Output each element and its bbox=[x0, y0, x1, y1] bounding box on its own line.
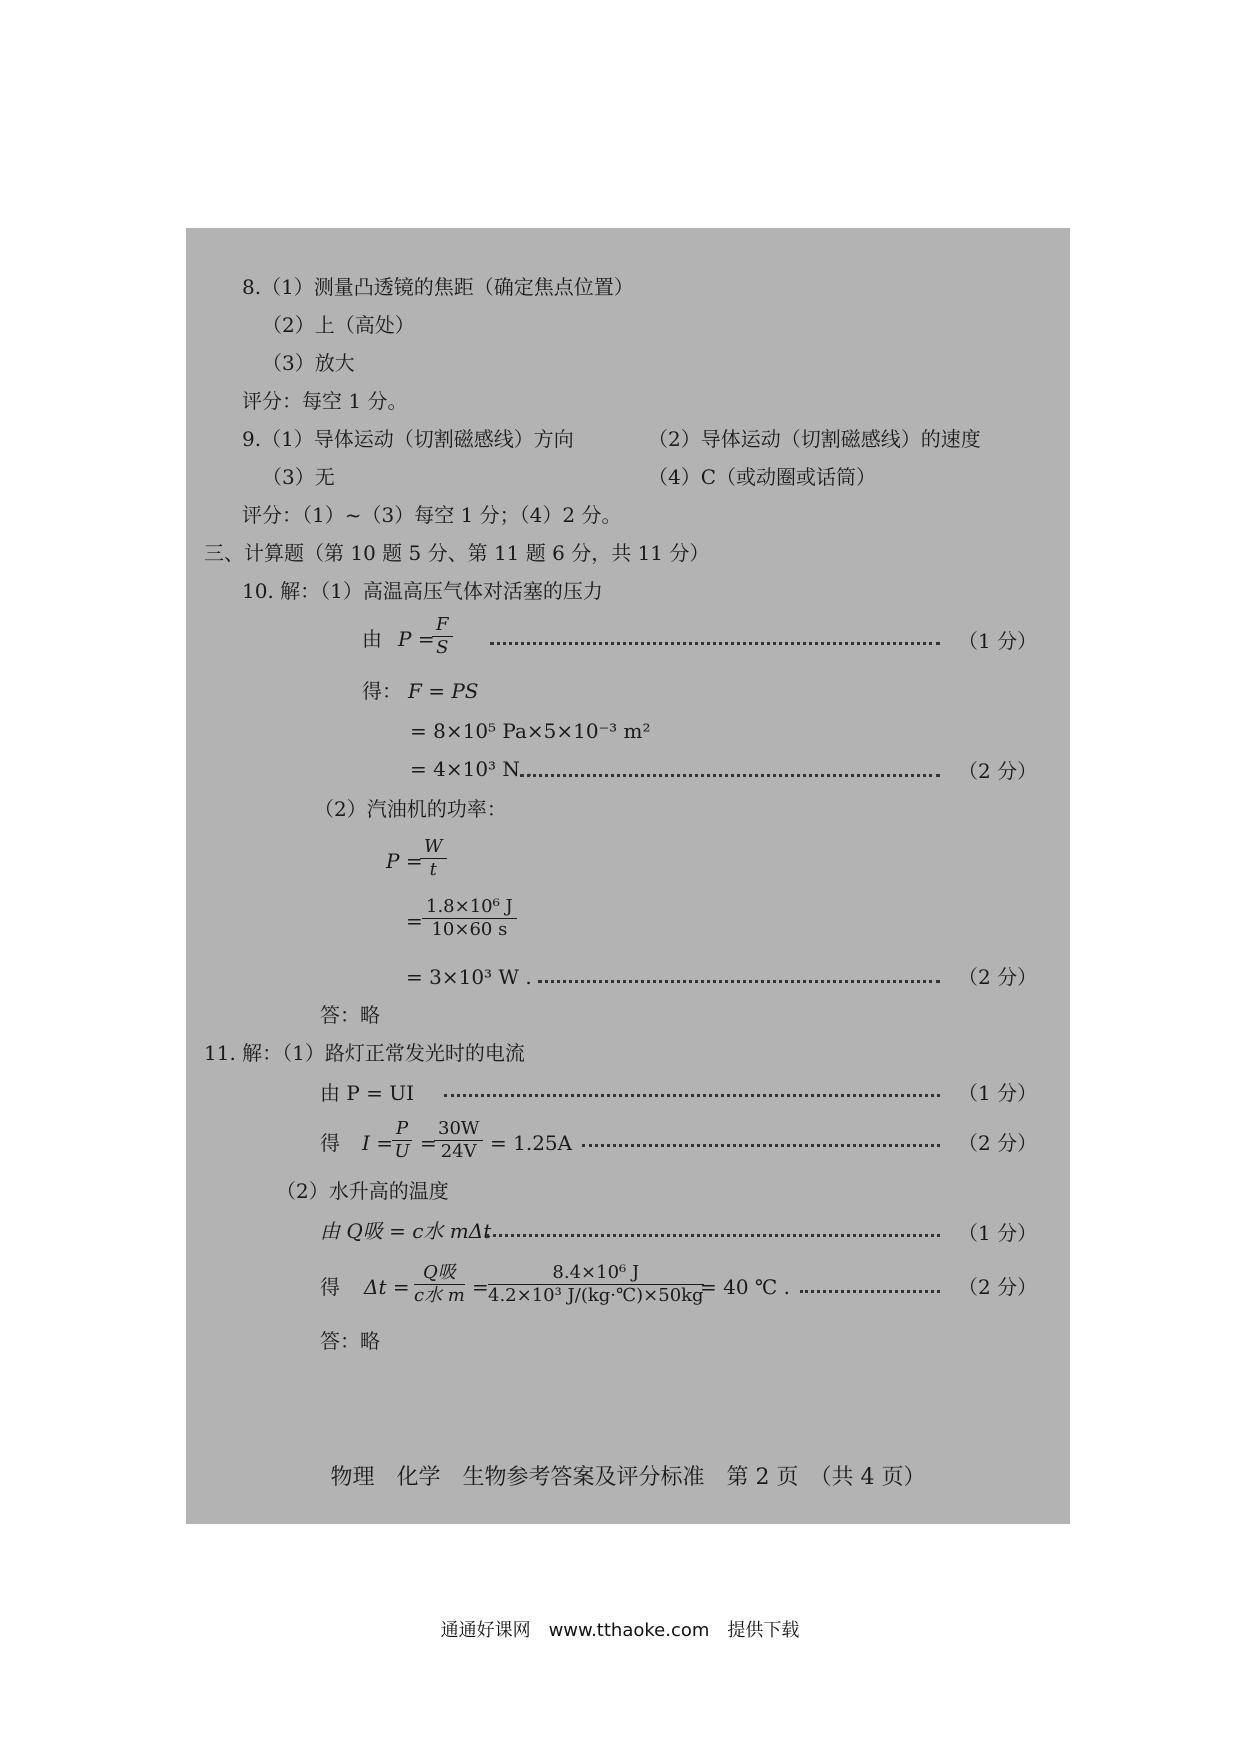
q11-score-c: （1 分） bbox=[958, 1221, 1038, 1245]
q11-eq1: = bbox=[420, 1131, 437, 1155]
q10-step2: = 4×10³ N . bbox=[410, 757, 533, 781]
q11-current-fraction bbox=[392, 1118, 412, 1163]
q9-answer-3: （3）无 bbox=[262, 465, 335, 489]
q10-f-eq: F = PS bbox=[408, 679, 479, 703]
q9-answer-4: （4）C（或动圈或话筒） bbox=[648, 465, 877, 489]
q10-frac-num: 1.8×10⁶ J bbox=[422, 896, 517, 919]
q10-p-eq: P = bbox=[398, 627, 435, 651]
q11-dt-result: = 40 ℃ . bbox=[700, 1275, 791, 1299]
q10-score-a: （1 分） bbox=[958, 629, 1038, 653]
q9-answer-1: 9.（1）导体运动（切割磁感线）方向 bbox=[242, 427, 574, 451]
q11-w-num: 30W bbox=[434, 1118, 483, 1141]
q11-p-num: P bbox=[392, 1118, 412, 1141]
q11-eq2: = bbox=[472, 1275, 489, 1299]
q10-answer: 答：略 bbox=[320, 1003, 380, 1027]
q10-result: = 3×10³ W . bbox=[406, 965, 532, 989]
leader-dots bbox=[490, 642, 940, 645]
q11-de2: 得 bbox=[320, 1275, 340, 1299]
q11-q-num: Q吸 bbox=[414, 1262, 465, 1285]
leader-dots bbox=[520, 774, 940, 777]
q10-w-num: W bbox=[420, 836, 447, 859]
q10-score-b: （2 分） bbox=[958, 759, 1038, 783]
q11-part2: （2）水升高的温度 bbox=[276, 1179, 449, 1203]
q10-you: 由 bbox=[362, 627, 382, 651]
q10-p2-eq: P = bbox=[386, 849, 423, 873]
q10-de: 得： bbox=[362, 679, 402, 703]
q11-value-fraction bbox=[434, 1118, 483, 1163]
q11-i-eq: I = bbox=[362, 1131, 394, 1155]
q11-dt-eq: Δt = bbox=[364, 1275, 410, 1299]
q11-answer: 答：略 bbox=[320, 1329, 380, 1353]
q10-work-fraction bbox=[422, 896, 517, 941]
q11-v-den: 24V bbox=[440, 1141, 477, 1162]
q11-cm-den: c水 m bbox=[414, 1285, 465, 1306]
q10-intro: 10. 解：（1）高温高压气体对活塞的压力 bbox=[242, 579, 603, 603]
site-watermark: 通通好课网 www.tthaoke.com 提供下载 bbox=[440, 1620, 800, 1641]
leader-dots bbox=[444, 1094, 940, 1097]
q11-de: 得 bbox=[320, 1131, 340, 1155]
q11-line2: 由 Q吸 = c水 mΔt bbox=[320, 1219, 492, 1243]
q8-line1: 8.（1）测量凸透镜的焦距（确定焦点位置） bbox=[242, 275, 634, 299]
q10-f-num: F bbox=[432, 614, 453, 637]
q8-line2: （2）上（高处） bbox=[262, 313, 415, 337]
q10-t-den: t bbox=[429, 859, 437, 880]
answer-sheet bbox=[186, 228, 1070, 1524]
q10-step1: = 8×10⁵ Pa×5×10⁻³ m² bbox=[410, 719, 651, 743]
q11-big-den: 4.2×10³ J/(kg·℃)×50kg bbox=[488, 1285, 704, 1306]
leader-dots bbox=[538, 980, 940, 983]
q11-score-b: （2 分） bbox=[958, 1131, 1038, 1155]
q10-score-c: （2 分） bbox=[958, 965, 1038, 989]
q11-score-d: （2 分） bbox=[958, 1275, 1038, 1299]
q9-scoring: 评分：（1）~（3）每空 1 分；（4）2 分。 bbox=[242, 503, 622, 527]
q11-u-den: U bbox=[394, 1141, 410, 1162]
q11-heat-fraction bbox=[414, 1262, 465, 1307]
q11-temperature-fraction bbox=[488, 1262, 704, 1307]
q10-pressure-fraction bbox=[432, 614, 453, 659]
q11-line1: 由 P = UI bbox=[320, 1081, 415, 1105]
section3-title: 三、计算题（第 10 题 5 分、第 11 题 6 分，共 11 分） bbox=[204, 541, 710, 565]
leader-dots bbox=[486, 1234, 940, 1237]
q10-part2: （2）汽油机的功率： bbox=[314, 797, 507, 821]
q10-s-den: S bbox=[436, 637, 449, 658]
q10-power-fraction bbox=[420, 836, 447, 881]
q10-frac-den: 10×60 s bbox=[431, 919, 508, 940]
page-footer: 物理 化学 生物参考答案及评分标准 第 2 页 （共 4 页） bbox=[330, 1465, 926, 1490]
leader-dots bbox=[800, 1290, 940, 1293]
leader-dots bbox=[582, 1144, 940, 1147]
q8-scoring: 评分：每空 1 分。 bbox=[242, 389, 408, 413]
q8-line3: （3）放大 bbox=[262, 351, 355, 375]
q10-eq-sign: = bbox=[406, 909, 423, 933]
q9-answer-2: （2）导体运动（切割磁感线）的速度 bbox=[648, 427, 981, 451]
q11-i-result: = 1.25A bbox=[490, 1131, 573, 1155]
q11-score-a: （1 分） bbox=[958, 1081, 1038, 1105]
q11-intro: 11. 解：（1）路灯正常发光时的电流 bbox=[204, 1041, 525, 1065]
q11-big-num: 8.4×10⁶ J bbox=[488, 1262, 704, 1285]
